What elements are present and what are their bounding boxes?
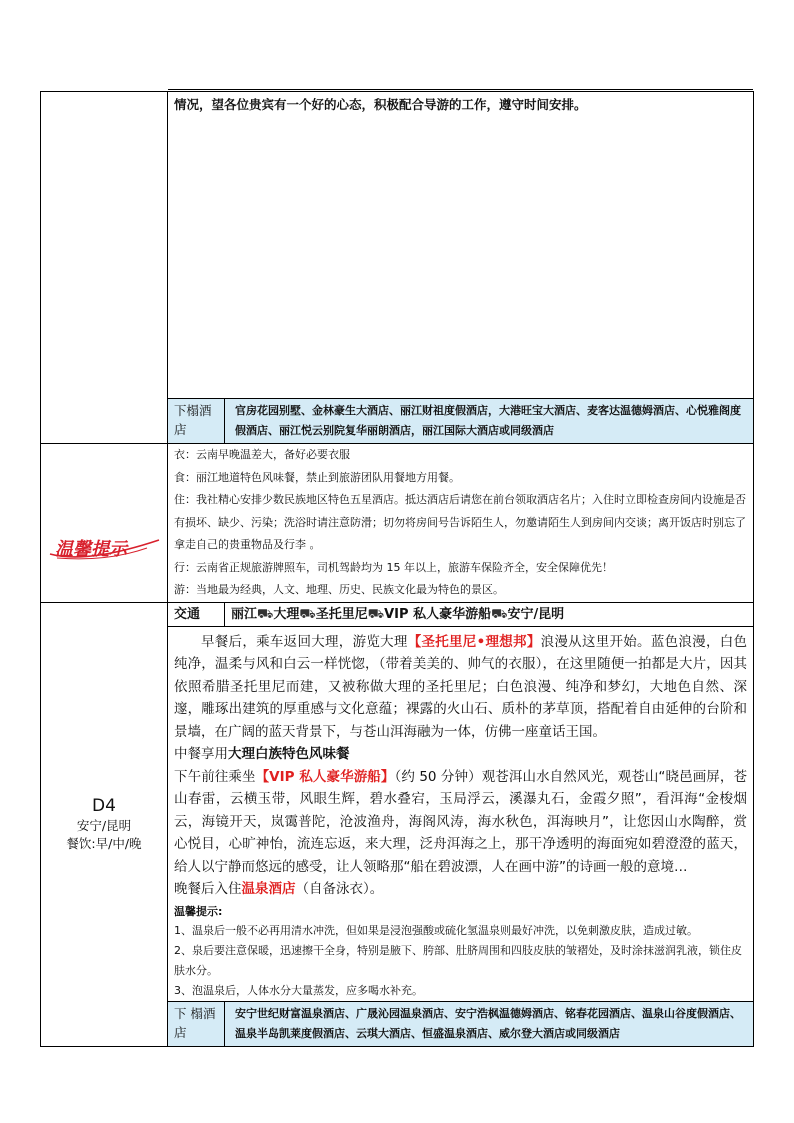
day4-content-cell [168, 602, 754, 1046]
hotspring-highlight: 温泉酒店 [241, 881, 296, 897]
day4-warm-title: 温馨提示: [174, 904, 223, 918]
warm-tips-logo [47, 534, 163, 562]
p2-text-b: （约 50 分钟）观苍洱山水自然风光，观苍山“晓邑画屏，苍山春雷，云横玉带，风眼生辉，碧水叠宕，玉局浮云，溪瀑丸石，金霞夕照”，看洱海“金梭烟云，海镜开天，岚霭普陀，沧波渔舟，海阁风涛，海水秋色，洱海映月”，让您因山水陶醉，赏心悦目，心旷神怡，流连忘返，来大理，泛舟洱海之上，那干净透明的海面宛如碧澄澄的蓝天，给人以宁静而悠远的感受，让人领略那“船在碧波漂，人在画中游”的诗画一般的意境… [174, 768, 747, 875]
tips-lodging: 住：我社精心安排少数民族地区特色五星酒店。抵达酒店后请您在前台领取酒店名片；入住时立即检查房间内设施是否有损坏、缺少、污染；洗浴时请注意防滑；切勿将房间号告诉陌生人，勿邀请陌生人到房间内交谈；离开饭店时别忘了拿走自己的贵重物品及行李 。 [174, 493, 746, 551]
day4-transport-label: 交通 [168, 603, 225, 626]
tips-transport: 行：云南省正规旅游牌照车，司机驾龄均为 15 年以上，旅游车保险齐全，安全保障优先！ [174, 560, 613, 574]
day3-content-cell [168, 92, 754, 444]
tips-sightseeing: 游：当地最为经典，人文、地理、历史、民族文化最为特色的景区。 [174, 583, 504, 596]
tips-left-cell [41, 444, 168, 603]
p3-text-b: （自备泳衣）。 [295, 881, 384, 897]
car-icon: ⛟ [367, 606, 385, 622]
day3-hotel-row [168, 398, 753, 443]
day4-paragraph-santorini [174, 631, 747, 744]
day4-warm-item-3: 3、泡温泉后，人体水分大量蒸发，应多喝水补充。 [174, 983, 423, 997]
tips-content-cell [168, 444, 754, 603]
stop-dali: 大理 [273, 606, 300, 622]
tips-clothing: 衣：云南早晚温差大，备好必要衣服 [174, 448, 350, 461]
day4-transport-route [225, 603, 570, 626]
day4-hotel-label: 下 榻酒店 [168, 1002, 225, 1046]
day3-text: 情况，望各位贵宾有一个好的心态，积极配合导游的工作，遵守时间安排。 [174, 97, 587, 112]
day4-transport-row [168, 603, 753, 627]
day4-number: D4 [92, 796, 116, 816]
stop-anning-kunming: 安宁/昆明 [507, 606, 565, 622]
p2-text-a: 下午前往乘坐 [174, 768, 256, 785]
day3-left-cell [41, 92, 168, 444]
lunch-text-a: 中餐享用 [174, 746, 228, 762]
stop-vip-boat: VIP 私人豪华游船 [384, 606, 492, 622]
car-icon: ⛟ [491, 606, 508, 622]
p1-text-b: 浪漫从这里开始。蓝色浪漫，白色纯净，温柔与风和白云一样恍惚，（带着美美的、帅气的衣服），在这里随便一拍都是大片，因其依照希腊圣托里尼而建，又被称做大理的圣托里尼；白色浪漫、纯净和梦幻，大地色自然、深邃，雕琢出建筑的厚重感与文化意蕴；裸露的火山石、质朴的茅草顶，搭配着自由延伸的台阶和景墙，在广阔的蓝天背景下，与苍山洱海融为一体，仿佛一座童话王国。 [174, 633, 748, 740]
p3-text-a: 晚餐后入住 [174, 881, 242, 897]
car-icon: ⛟ [257, 606, 274, 622]
day4-lunch [174, 743, 747, 766]
day4-left-cell [41, 602, 168, 1046]
santorini-highlight: 【圣托里尼•理想邦】 [407, 633, 541, 650]
p1-text-a: 早餐后，乘车返回大理，游览大理 [201, 633, 408, 650]
tips-food: 食：丽江地道特色风味餐，禁止到旅游团队用餐地方用餐。 [174, 470, 460, 484]
stop-lijiang: 丽江 [231, 606, 258, 622]
day4-hotel-row [168, 1001, 753, 1046]
day3-description [168, 92, 753, 398]
lunch-highlight: 大理白族特色风味餐 [228, 746, 350, 762]
day4-paragraph-boat [174, 766, 747, 879]
day4-row [41, 602, 754, 1046]
day4-evening [174, 878, 747, 901]
day4-body [168, 627, 753, 1001]
day3-hotel-label: 下榻酒店 [168, 399, 225, 443]
day4-warm-item-2: 2、泉后要注意保暖，迅速擦干全身，特别是腋下、胯部、肚脐周围和四肢皮肤的皱褶处，及时涂抹滋润乳液，锁住皮肤水分。 [174, 943, 742, 977]
day3-hotel-list: 官房花园别墅、金林豪生大酒店、丽江财祖度假酒店，大港旺宝大酒店、麦客达温德姆酒店、心悦雅阁度假酒店、丽江悦云别院复华丽朗酒店，丽江国际大酒店或同级酒店 [235, 404, 741, 437]
tips-row [41, 444, 754, 603]
day4-meals: 餐饮:早/中/晚 [66, 836, 142, 851]
top-rule [168, 89, 753, 90]
day4-warm-item-1: 1、温泉后一般不必再用清水冲洗，但如果是浸泡强酸或硫化氢温泉则最好冲洗，以免刺激皮肤，造成过敏。 [174, 923, 698, 937]
stop-santorini: 圣托里尼 [315, 606, 368, 622]
warm-tips-logo-text: 温馨提示 [55, 539, 127, 560]
day4-hotel-list: 安宁世纪财富温泉酒店、广晟沁园温泉酒店、安宁浩枫温德姆酒店、铭春花园酒店、温泉山谷度假酒店、温泉半岛凯莱度假酒店、云琪大酒店、恒盛温泉酒店、威尔登大酒店或同级酒店 [235, 1006, 741, 1040]
itinerary-table [40, 91, 754, 1047]
boat-highlight: 【VIP 私人豪华游船】 [255, 768, 395, 785]
day3-row [41, 92, 754, 444]
day4-route: 安宁/昆明 [76, 818, 132, 833]
tips-list [168, 444, 753, 602]
car-icon: ⛟ [299, 606, 316, 622]
